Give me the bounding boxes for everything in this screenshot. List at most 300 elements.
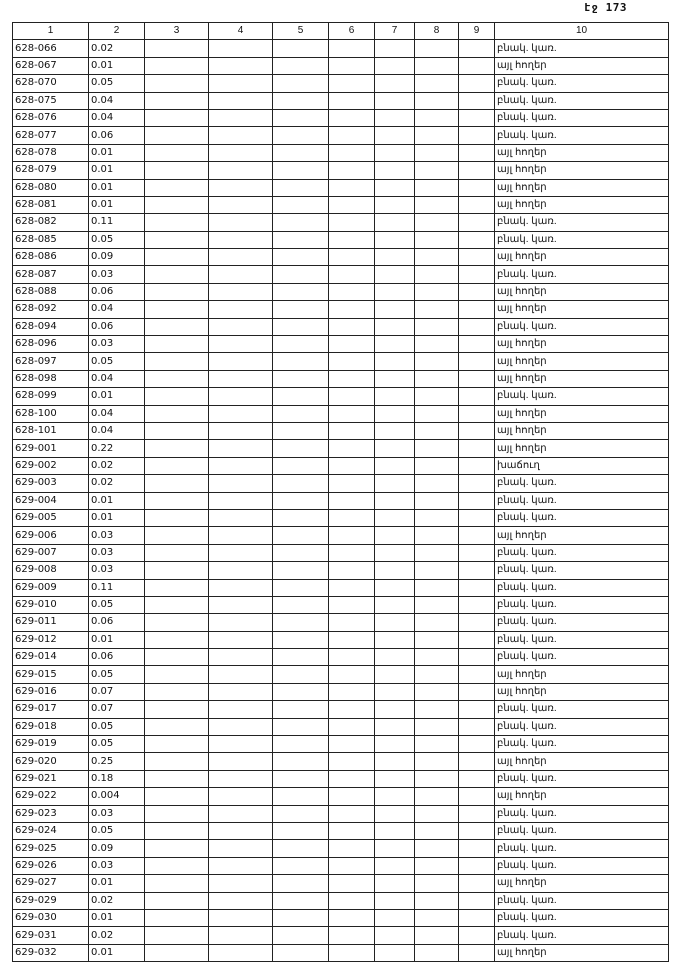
table-row <box>13 527 669 544</box>
empty-cell-col-3 <box>145 770 209 787</box>
area-value-cell: 0.01 <box>89 509 145 526</box>
empty-cell-col-9 <box>459 822 495 839</box>
empty-cell-col-8 <box>415 701 459 718</box>
land-use-cell: բնակ. կառ. <box>495 318 669 335</box>
empty-cell-col-8 <box>415 892 459 909</box>
empty-cell-col-9 <box>459 75 495 92</box>
empty-cell-col-8 <box>415 57 459 74</box>
empty-cell-col-3 <box>145 196 209 213</box>
empty-cell-col-4 <box>209 440 273 457</box>
empty-cell-col-7 <box>375 457 415 474</box>
land-use-cell: բնակ. կառ. <box>495 770 669 787</box>
empty-cell-col-6 <box>329 336 375 353</box>
parcel-code-cell: 628-076 <box>13 109 89 126</box>
empty-cell-col-9 <box>459 736 495 753</box>
empty-cell-col-3 <box>145 144 209 161</box>
table-row <box>13 179 669 196</box>
land-use-cell: բնակ. կառ. <box>495 840 669 857</box>
empty-cell-col-4 <box>209 196 273 213</box>
empty-cell-col-6 <box>329 718 375 735</box>
area-value-cell: 0.03 <box>89 336 145 353</box>
land-use-cell: բնակ. կառ. <box>495 266 669 283</box>
table-row <box>13 718 669 735</box>
empty-cell-col-9 <box>459 92 495 109</box>
empty-cell-col-5 <box>273 770 329 787</box>
parcel-code-cell: 629-023 <box>13 805 89 822</box>
table-row <box>13 457 669 474</box>
empty-cell-col-5 <box>273 718 329 735</box>
area-value-cell: 0.04 <box>89 92 145 109</box>
parcel-code-cell: 629-017 <box>13 701 89 718</box>
parcel-code-cell: 629-010 <box>13 596 89 613</box>
empty-cell-col-4 <box>209 370 273 387</box>
empty-cell-col-3 <box>145 857 209 874</box>
empty-cell-col-6 <box>329 736 375 753</box>
empty-cell-col-7 <box>375 544 415 561</box>
empty-cell-col-3 <box>145 283 209 300</box>
parcel-code-cell: 629-009 <box>13 579 89 596</box>
table-row <box>13 857 669 874</box>
empty-cell-col-9 <box>459 509 495 526</box>
empty-cell-col-4 <box>209 631 273 648</box>
empty-cell-col-7 <box>375 614 415 631</box>
area-value-cell: 0.03 <box>89 544 145 561</box>
empty-cell-col-7 <box>375 440 415 457</box>
table-row <box>13 388 669 405</box>
empty-cell-col-7 <box>375 422 415 439</box>
empty-cell-col-8 <box>415 196 459 213</box>
parcel-code-cell: 628-067 <box>13 57 89 74</box>
table-row <box>13 422 669 439</box>
empty-cell-col-7 <box>375 92 415 109</box>
empty-cell-col-5 <box>273 336 329 353</box>
empty-cell-col-8 <box>415 127 459 144</box>
empty-cell-col-7 <box>375 579 415 596</box>
empty-cell-col-6 <box>329 805 375 822</box>
empty-cell-col-6 <box>329 92 375 109</box>
empty-cell-col-8 <box>415 909 459 926</box>
land-use-cell: բնակ. կառ. <box>495 631 669 648</box>
empty-cell-col-9 <box>459 892 495 909</box>
empty-cell-col-6 <box>329 266 375 283</box>
empty-cell-col-5 <box>273 596 329 613</box>
empty-cell-col-7 <box>375 596 415 613</box>
empty-cell-col-4 <box>209 544 273 561</box>
area-value-cell: 0.05 <box>89 75 145 92</box>
empty-cell-col-9 <box>459 196 495 213</box>
empty-cell-col-4 <box>209 944 273 961</box>
empty-cell-col-6 <box>329 509 375 526</box>
empty-cell-col-3 <box>145 231 209 248</box>
empty-cell-col-4 <box>209 509 273 526</box>
empty-cell-col-9 <box>459 770 495 787</box>
empty-cell-col-8 <box>415 422 459 439</box>
empty-cell-col-3 <box>145 562 209 579</box>
empty-cell-col-9 <box>459 40 495 57</box>
land-use-cell: բնակ. կառ. <box>495 75 669 92</box>
empty-cell-col-7 <box>375 162 415 179</box>
empty-cell-col-3 <box>145 109 209 126</box>
parcel-code-cell: 629-030 <box>13 909 89 926</box>
table-row <box>13 301 669 318</box>
column-header-9: 9 <box>459 23 495 40</box>
empty-cell-col-6 <box>329 301 375 318</box>
empty-cell-col-8 <box>415 770 459 787</box>
empty-cell-col-3 <box>145 127 209 144</box>
area-value-cell: 0.09 <box>89 840 145 857</box>
empty-cell-col-4 <box>209 736 273 753</box>
empty-cell-col-4 <box>209 909 273 926</box>
empty-cell-col-6 <box>329 457 375 474</box>
table-row <box>13 249 669 266</box>
table-row <box>13 701 669 718</box>
empty-cell-col-4 <box>209 92 273 109</box>
area-value-cell: 0.06 <box>89 127 145 144</box>
parcel-code-cell: 629-008 <box>13 562 89 579</box>
parcel-code-cell: 628-099 <box>13 388 89 405</box>
empty-cell-col-3 <box>145 544 209 561</box>
empty-cell-col-8 <box>415 266 459 283</box>
empty-cell-col-3 <box>145 614 209 631</box>
column-header-3: 3 <box>145 23 209 40</box>
table-row <box>13 57 669 74</box>
empty-cell-col-7 <box>375 475 415 492</box>
parcel-code-cell: 629-004 <box>13 492 89 509</box>
empty-cell-col-8 <box>415 544 459 561</box>
parcel-code-cell: 629-012 <box>13 631 89 648</box>
empty-cell-col-3 <box>145 509 209 526</box>
empty-cell-col-9 <box>459 492 495 509</box>
empty-cell-col-3 <box>145 527 209 544</box>
area-value-cell: 0.01 <box>89 944 145 961</box>
empty-cell-col-3 <box>145 666 209 683</box>
table-row <box>13 370 669 387</box>
empty-cell-col-4 <box>209 40 273 57</box>
empty-cell-col-9 <box>459 422 495 439</box>
land-use-cell: այլ հողեր <box>495 683 669 700</box>
parcel-code-cell: 628-079 <box>13 162 89 179</box>
empty-cell-col-7 <box>375 196 415 213</box>
area-value-cell: 0.01 <box>89 162 145 179</box>
empty-cell-col-9 <box>459 266 495 283</box>
area-value-cell: 0.09 <box>89 249 145 266</box>
parcel-code-cell: 629-026 <box>13 857 89 874</box>
table-row <box>13 562 669 579</box>
parcel-code-cell: 629-022 <box>13 788 89 805</box>
empty-cell-col-9 <box>459 440 495 457</box>
table-row <box>13 509 669 526</box>
empty-cell-col-5 <box>273 318 329 335</box>
parcel-code-cell: 628-100 <box>13 405 89 422</box>
area-value-cell: 0.004 <box>89 788 145 805</box>
table-row <box>13 875 669 892</box>
column-header-8: 8 <box>415 23 459 40</box>
empty-cell-col-3 <box>145 736 209 753</box>
area-value-cell: 0.03 <box>89 857 145 874</box>
parcel-code-cell: 629-011 <box>13 614 89 631</box>
empty-cell-col-5 <box>273 631 329 648</box>
parcel-code-cell: 629-005 <box>13 509 89 526</box>
area-value-cell: 0.03 <box>89 805 145 822</box>
empty-cell-col-7 <box>375 214 415 231</box>
empty-cell-col-6 <box>329 162 375 179</box>
parcel-code-cell: 629-029 <box>13 892 89 909</box>
empty-cell-col-5 <box>273 40 329 57</box>
empty-cell-col-9 <box>459 683 495 700</box>
empty-cell-col-3 <box>145 318 209 335</box>
empty-cell-col-8 <box>415 75 459 92</box>
empty-cell-col-6 <box>329 857 375 874</box>
empty-cell-col-8 <box>415 283 459 300</box>
empty-cell-col-9 <box>459 701 495 718</box>
land-use-cell: այլ հողեր <box>495 353 669 370</box>
empty-cell-col-4 <box>209 179 273 196</box>
land-use-cell: այլ հողեր <box>495 144 669 161</box>
empty-cell-col-8 <box>415 736 459 753</box>
empty-cell-col-7 <box>375 57 415 74</box>
empty-cell-col-4 <box>209 927 273 944</box>
empty-cell-col-9 <box>459 388 495 405</box>
empty-cell-col-5 <box>273 909 329 926</box>
land-use-cell: այլ հողեր <box>495 788 669 805</box>
area-value-cell: 0.01 <box>89 57 145 74</box>
land-use-cell: բնակ. կառ. <box>495 649 669 666</box>
parcel-code-cell: 628-096 <box>13 336 89 353</box>
empty-cell-col-6 <box>329 527 375 544</box>
empty-cell-col-8 <box>415 492 459 509</box>
empty-cell-col-8 <box>415 353 459 370</box>
land-use-cell: բնակ. կառ. <box>495 736 669 753</box>
empty-cell-col-6 <box>329 214 375 231</box>
area-value-cell: 0.02 <box>89 475 145 492</box>
empty-cell-col-4 <box>209 614 273 631</box>
empty-cell-col-3 <box>145 40 209 57</box>
land-use-cell: բնակ. կառ. <box>495 857 669 874</box>
area-value-cell: 0.01 <box>89 909 145 926</box>
empty-cell-col-4 <box>209 649 273 666</box>
area-value-cell: 0.18 <box>89 770 145 787</box>
empty-cell-col-7 <box>375 788 415 805</box>
land-use-cell: այլ հողեր <box>495 370 669 387</box>
empty-cell-col-4 <box>209 701 273 718</box>
area-value-cell: 0.01 <box>89 492 145 509</box>
land-use-cell: այլ հողեր <box>495 440 669 457</box>
empty-cell-col-9 <box>459 562 495 579</box>
empty-cell-col-9 <box>459 579 495 596</box>
land-use-cell: այլ հողեր <box>495 336 669 353</box>
empty-cell-col-3 <box>145 214 209 231</box>
empty-cell-col-8 <box>415 162 459 179</box>
empty-cell-col-8 <box>415 318 459 335</box>
empty-cell-col-6 <box>329 249 375 266</box>
empty-cell-col-7 <box>375 405 415 422</box>
empty-cell-col-5 <box>273 370 329 387</box>
land-use-cell: բնակ. կառ. <box>495 92 669 109</box>
empty-cell-col-9 <box>459 909 495 926</box>
empty-cell-col-8 <box>415 857 459 874</box>
empty-cell-col-9 <box>459 614 495 631</box>
land-use-cell: խաճուղ <box>495 457 669 474</box>
empty-cell-col-6 <box>329 701 375 718</box>
empty-cell-col-6 <box>329 666 375 683</box>
empty-cell-col-7 <box>375 857 415 874</box>
empty-cell-col-5 <box>273 683 329 700</box>
area-value-cell: 0.22 <box>89 440 145 457</box>
empty-cell-col-6 <box>329 927 375 944</box>
empty-cell-col-5 <box>273 736 329 753</box>
empty-cell-col-8 <box>415 579 459 596</box>
empty-cell-col-9 <box>459 527 495 544</box>
land-use-cell: բնակ. կառ. <box>495 544 669 561</box>
empty-cell-col-7 <box>375 40 415 57</box>
empty-cell-col-5 <box>273 162 329 179</box>
table-row <box>13 231 669 248</box>
empty-cell-col-3 <box>145 631 209 648</box>
land-registry-table <box>12 22 669 962</box>
empty-cell-col-5 <box>273 92 329 109</box>
empty-cell-col-5 <box>273 266 329 283</box>
parcel-code-cell: 629-001 <box>13 440 89 457</box>
empty-cell-col-5 <box>273 353 329 370</box>
parcel-code-cell: 628-075 <box>13 92 89 109</box>
empty-cell-col-3 <box>145 596 209 613</box>
empty-cell-col-4 <box>209 822 273 839</box>
land-use-cell: բնակ. կառ. <box>495 596 669 613</box>
table-row <box>13 892 669 909</box>
empty-cell-col-6 <box>329 596 375 613</box>
area-value-cell: 0.01 <box>89 144 145 161</box>
empty-cell-col-5 <box>273 301 329 318</box>
parcel-code-cell: 629-020 <box>13 753 89 770</box>
empty-cell-col-6 <box>329 57 375 74</box>
empty-cell-col-4 <box>209 492 273 509</box>
empty-cell-col-7 <box>375 718 415 735</box>
empty-cell-col-5 <box>273 527 329 544</box>
empty-cell-col-6 <box>329 770 375 787</box>
empty-cell-col-3 <box>145 266 209 283</box>
empty-cell-col-6 <box>329 127 375 144</box>
empty-cell-col-9 <box>459 162 495 179</box>
empty-cell-col-5 <box>273 579 329 596</box>
empty-cell-col-4 <box>209 109 273 126</box>
empty-cell-col-7 <box>375 892 415 909</box>
table-row <box>13 475 669 492</box>
empty-cell-col-6 <box>329 944 375 961</box>
table-row <box>13 944 669 961</box>
empty-cell-col-5 <box>273 666 329 683</box>
parcel-code-cell: 628-085 <box>13 231 89 248</box>
empty-cell-col-3 <box>145 440 209 457</box>
column-header-5: 5 <box>273 23 329 40</box>
table-row <box>13 109 669 126</box>
empty-cell-col-4 <box>209 249 273 266</box>
empty-cell-col-8 <box>415 475 459 492</box>
empty-cell-col-5 <box>273 649 329 666</box>
empty-cell-col-9 <box>459 336 495 353</box>
empty-cell-col-5 <box>273 75 329 92</box>
parcel-code-cell: 629-002 <box>13 457 89 474</box>
empty-cell-col-3 <box>145 405 209 422</box>
empty-cell-col-7 <box>375 353 415 370</box>
empty-cell-col-5 <box>273 196 329 213</box>
table-row <box>13 788 669 805</box>
empty-cell-col-7 <box>375 283 415 300</box>
table-row <box>13 596 669 613</box>
empty-cell-col-9 <box>459 805 495 822</box>
empty-cell-col-6 <box>329 231 375 248</box>
empty-cell-col-8 <box>415 40 459 57</box>
empty-cell-col-9 <box>459 370 495 387</box>
empty-cell-col-3 <box>145 788 209 805</box>
parcel-code-cell: 628-081 <box>13 196 89 213</box>
empty-cell-col-9 <box>459 301 495 318</box>
empty-cell-col-4 <box>209 214 273 231</box>
empty-cell-col-6 <box>329 422 375 439</box>
empty-cell-col-4 <box>209 405 273 422</box>
table-row <box>13 196 669 213</box>
area-value-cell: 0.04 <box>89 301 145 318</box>
land-use-cell: բնակ. կառ. <box>495 579 669 596</box>
column-header-4: 4 <box>209 23 273 40</box>
empty-cell-col-3 <box>145 683 209 700</box>
land-use-cell: բնակ. կառ. <box>495 40 669 57</box>
empty-cell-col-8 <box>415 666 459 683</box>
table-row <box>13 579 669 596</box>
empty-cell-col-4 <box>209 718 273 735</box>
empty-cell-col-8 <box>415 509 459 526</box>
land-use-cell: բնակ. կառ. <box>495 509 669 526</box>
table-row <box>13 666 669 683</box>
parcel-code-cell: 629-007 <box>13 544 89 561</box>
empty-cell-col-5 <box>273 109 329 126</box>
parcel-code-cell: 629-021 <box>13 770 89 787</box>
table-row <box>13 753 669 770</box>
empty-cell-col-8 <box>415 596 459 613</box>
empty-cell-col-4 <box>209 788 273 805</box>
table-row <box>13 144 669 161</box>
empty-cell-col-5 <box>273 57 329 74</box>
empty-cell-col-3 <box>145 753 209 770</box>
empty-cell-col-5 <box>273 753 329 770</box>
empty-cell-col-5 <box>273 509 329 526</box>
empty-cell-col-6 <box>329 753 375 770</box>
land-use-cell: բնակ. կառ. <box>495 614 669 631</box>
empty-cell-col-8 <box>415 440 459 457</box>
empty-cell-col-7 <box>375 753 415 770</box>
empty-cell-col-6 <box>329 440 375 457</box>
empty-cell-col-6 <box>329 144 375 161</box>
empty-cell-col-9 <box>459 944 495 961</box>
empty-cell-col-9 <box>459 631 495 648</box>
empty-cell-col-4 <box>209 527 273 544</box>
empty-cell-col-7 <box>375 683 415 700</box>
empty-cell-col-6 <box>329 909 375 926</box>
area-value-cell: 0.02 <box>89 892 145 909</box>
empty-cell-col-6 <box>329 475 375 492</box>
empty-cell-col-7 <box>375 266 415 283</box>
table-row <box>13 405 669 422</box>
parcel-code-cell: 628-070 <box>13 75 89 92</box>
empty-cell-col-4 <box>209 127 273 144</box>
header-row <box>13 23 669 40</box>
empty-cell-col-5 <box>273 544 329 561</box>
table-row <box>13 805 669 822</box>
empty-cell-col-5 <box>273 457 329 474</box>
empty-cell-col-4 <box>209 805 273 822</box>
empty-cell-col-9 <box>459 127 495 144</box>
empty-cell-col-8 <box>415 875 459 892</box>
empty-cell-col-9 <box>459 353 495 370</box>
